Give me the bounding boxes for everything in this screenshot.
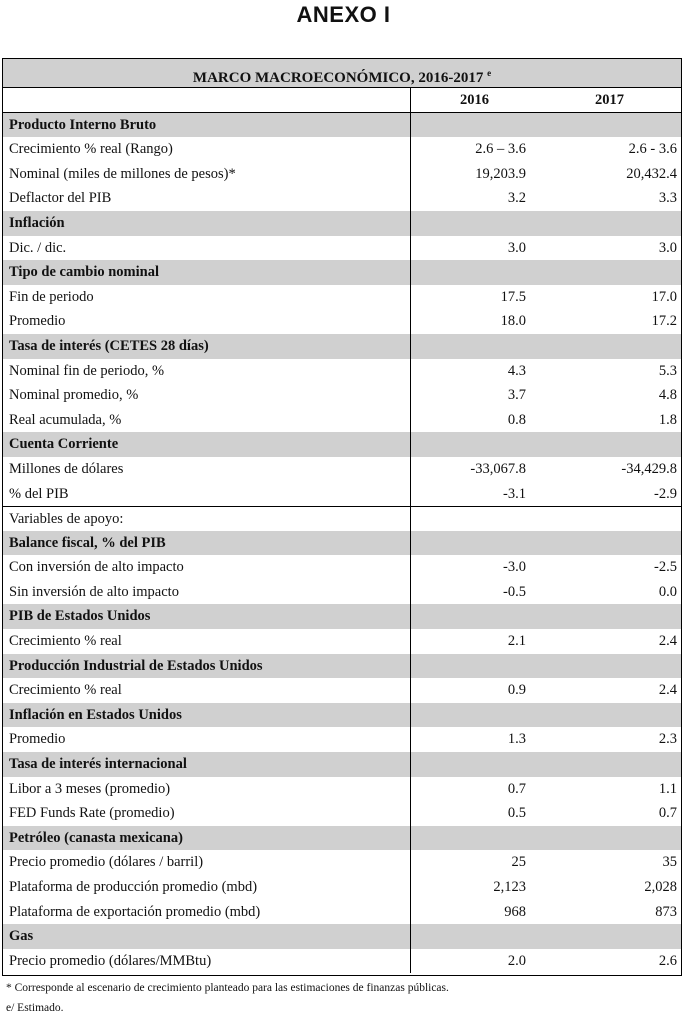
row-label: Variables de apoyo: [3, 507, 411, 531]
column-header-row [3, 88, 681, 113]
row-label: Plataforma de producción promedio (mbd) [3, 875, 411, 900]
row-label: Petróleo (canasta mexicana) [3, 826, 411, 851]
value-2017: 17.2 [651, 313, 677, 330]
value-2016 [411, 334, 538, 359]
value-2017 [538, 507, 681, 531]
value-2017: 2,028 [644, 879, 677, 895]
value-2016 [411, 531, 538, 556]
section-header-row [3, 924, 681, 949]
value-2016: 18.0 [500, 313, 526, 330]
table-row [3, 383, 681, 408]
section-header-row [3, 826, 681, 851]
section-header-row [3, 211, 681, 236]
value-2016 [411, 703, 538, 728]
value-2017: -2.5 [654, 559, 677, 576]
value-2016 [411, 113, 538, 138]
row-label: % del PIB [3, 482, 411, 507]
value-2017 [538, 531, 681, 556]
row-label: Sin inversión de alto impacto [3, 580, 411, 605]
value-2017: 17.0 [651, 288, 677, 305]
row-label: Precio promedio (dólares/MMBtu) [3, 949, 411, 974]
row-label: Producción Industrial de Estados Unidos [3, 654, 411, 679]
value-2016: -3.1 [503, 485, 526, 502]
value-2017: 3.0 [658, 239, 677, 256]
value-2017: -2.9 [654, 485, 677, 502]
row-label: Crecimiento % real (Rango) [3, 137, 411, 162]
row-label: Promedio [3, 727, 411, 752]
row-label: PIB de Estados Unidos [3, 604, 411, 629]
macroeconomic-table [2, 58, 682, 976]
table-title [3, 59, 681, 88]
column-header-2016: 2016 [460, 92, 489, 108]
value-2017: 35 [662, 854, 677, 871]
row-label: Millones de dólares [3, 457, 411, 482]
row-label: Gas [3, 924, 411, 949]
table-body [3, 113, 681, 974]
section-header-row [3, 703, 681, 728]
value-2017: 0.0 [658, 583, 677, 600]
value-2017 [538, 113, 681, 138]
value-2016: 968 [504, 903, 526, 920]
section-header-row [3, 654, 681, 679]
table-row [3, 580, 681, 605]
value-2016: 2,123 [493, 879, 526, 895]
row-label: Crecimiento % real [3, 629, 411, 654]
row-label: Cuenta Corriente [3, 432, 411, 457]
value-2016 [411, 507, 538, 531]
section-header-row [3, 604, 681, 629]
table-row [3, 850, 681, 875]
value-2016 [411, 924, 538, 949]
row-label: Dic. / dic. [3, 236, 411, 261]
table-row [3, 629, 681, 654]
value-2016 [411, 826, 538, 851]
row-label: Deflactor del PIB [3, 186, 411, 211]
value-2016: 2.1 [507, 633, 526, 650]
table-row [3, 408, 681, 433]
row-label: Nominal (miles de millones de pesos)* [3, 162, 411, 187]
value-2016 [411, 211, 538, 236]
value-2016: 19,203.9 [475, 165, 526, 182]
value-2016: 1.3 [507, 731, 526, 748]
table-row [3, 875, 681, 900]
section-header-row [3, 531, 681, 556]
row-label: Libor a 3 meses (promedio) [3, 777, 411, 802]
value-2017 [538, 826, 681, 851]
row-label: FED Funds Rate (promedio) [3, 801, 411, 826]
table-row [3, 482, 681, 507]
value-2017 [538, 924, 681, 949]
row-label: Plataforma de exportación promedio (mbd) [3, 900, 411, 925]
value-2017 [538, 334, 681, 359]
document-title: ANEXO I [296, 2, 391, 27]
value-2016: 2.6 – 3.6 [475, 141, 526, 158]
table-title-superscript: e [487, 68, 492, 78]
value-2016 [411, 654, 538, 679]
value-2017: 2.6 [658, 952, 677, 969]
row-label: Promedio [3, 309, 411, 334]
value-2017: 5.3 [658, 362, 677, 379]
value-2017 [538, 604, 681, 629]
row-label: Tipo de cambio nominal [3, 260, 411, 285]
value-2017: 3.3 [658, 190, 677, 207]
row-label: Tasa de interés internacional [3, 752, 411, 777]
row-label: Producto Interno Bruto [3, 113, 411, 138]
row-label: Crecimiento % real [3, 678, 411, 703]
value-2017: 1.1 [658, 780, 677, 797]
section-header-row [3, 260, 681, 285]
footnote-estimated: e/ Estimado. [6, 1002, 64, 1014]
value-2017 [538, 211, 681, 236]
value-2016: 2.0 [507, 952, 526, 969]
row-label: Nominal fin de periodo, % [3, 359, 411, 384]
value-2016: -3.0 [503, 559, 526, 576]
row-label: Precio promedio (dólares / barril) [3, 850, 411, 875]
value-2017: 873 [655, 903, 677, 920]
row-label: Real acumulada, % [3, 408, 411, 433]
table-row [3, 162, 681, 187]
value-2017 [538, 654, 681, 679]
table-row [3, 949, 681, 974]
row-label: Inflación en Estados Unidos [3, 703, 411, 728]
section-header-row [3, 113, 681, 138]
column-header-2017: 2017 [595, 92, 624, 108]
section-header-row [3, 334, 681, 359]
table-row [3, 285, 681, 310]
value-2017: -34,429.8 [621, 460, 677, 477]
value-2016: 0.8 [507, 411, 526, 428]
value-2016: 0.9 [507, 682, 526, 699]
value-2016: 4.3 [507, 362, 526, 379]
value-2016 [411, 260, 538, 285]
value-2016: 25 [511, 854, 526, 871]
table-row [3, 137, 681, 162]
table-row [3, 359, 681, 384]
value-2016: 0.5 [507, 805, 526, 822]
table-row [3, 678, 681, 703]
table-row [3, 186, 681, 211]
table-row [3, 457, 681, 482]
value-2016: -33,067.8 [470, 460, 526, 477]
row-label: Balance fiscal, % del PIB [3, 531, 411, 556]
value-2016 [411, 432, 538, 457]
table-row [3, 900, 681, 925]
value-2017 [538, 752, 681, 777]
value-2016: 3.2 [507, 190, 526, 207]
value-2017: 0.7 [658, 805, 677, 822]
row-label: Fin de periodo [3, 285, 411, 310]
row-label: Tasa de interés (CETES 28 días) [3, 334, 411, 359]
table-row [3, 236, 681, 261]
value-2017: 1.8 [658, 411, 677, 428]
row-label: Inflación [3, 211, 411, 236]
value-2017 [538, 432, 681, 457]
table-row [3, 727, 681, 752]
value-2016: 17.5 [500, 288, 526, 305]
table-row [3, 801, 681, 826]
section-header-row [3, 752, 681, 777]
value-2017: 4.8 [658, 387, 677, 404]
value-2016: 0.7 [507, 780, 526, 797]
support-variables-row [3, 506, 681, 531]
footnotes [6, 978, 449, 1018]
section-header-row [3, 432, 681, 457]
value-2017 [538, 703, 681, 728]
value-2016: 3.0 [507, 239, 526, 256]
table-row [3, 309, 681, 334]
value-2017: 2.6 - 3.6 [628, 141, 677, 158]
value-2017 [538, 260, 681, 285]
footnote-asterisk: * Corresponde al escenario de crecimiento planteado para las estimaciones de finanzas públicas. [6, 982, 449, 994]
column-header-blank [3, 88, 411, 112]
value-2016 [411, 752, 538, 777]
value-2016: 3.7 [507, 387, 526, 404]
table-row [3, 777, 681, 802]
table-title-text: MARCO MACROECONÓMICO, 2016-2017 [192, 70, 484, 86]
value-2017: 2.4 [658, 633, 677, 650]
value-2016: -0.5 [503, 583, 526, 600]
value-2017: 2.4 [658, 682, 677, 699]
row-label: Con inversión de alto impacto [3, 555, 411, 580]
value-2016 [411, 604, 538, 629]
row-label: Nominal promedio, % [3, 383, 411, 408]
value-2017: 2.3 [658, 731, 677, 748]
value-2017: 20,432.4 [626, 165, 677, 182]
table-row [3, 555, 681, 580]
